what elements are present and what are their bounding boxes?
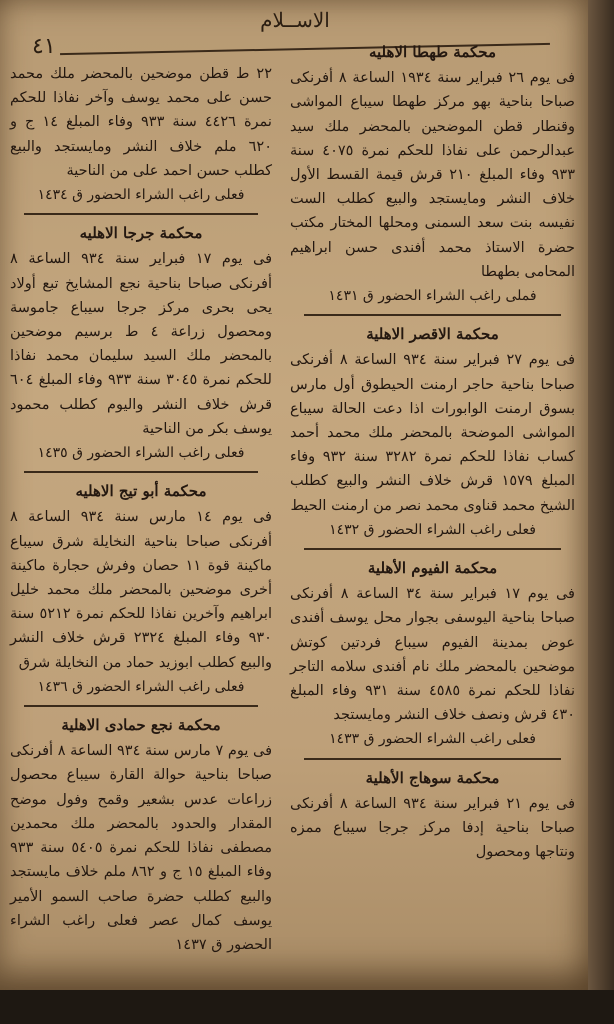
page-edge — [588, 0, 614, 1000]
notice-continued — [10, 62, 272, 207]
notice-title: محكمة جرجا الاهليه — [79, 224, 203, 243]
notice-sohag — [290, 766, 575, 865]
notice-body: فى يوم ٧ مارس سنة ٩٣٤ الساعة ٨ أفرنكى صباحا بناحية حوالة القارة سيباع محصول زراعات عدس بشعير وقمح وفول موضح المقدار والحدود بالمحضر ملك محمدين مصطفى نفاذا للحكم نمرة ٥٤٠٥ سنة ٩٣٣ وفاء المبلغ ١٥ ج و ٨٦٢ ملم خلاف مايستجد والبيع كطلب حضرة صاحب السمو الأمير يوسف كمال عصر فعلى راغب الشراء الحضور ق ١٤٣٧ — [10, 743, 273, 953]
notice-fayoum — [290, 556, 575, 752]
notice-signature: فعلى راغب الشراء الحضور ق ١٤٣٦ — [37, 678, 245, 695]
notice-body: فى يوم ١٧ فبراير سنة ٣٤ الساعة ٨ أفرنكى صباحا بناحية اليوسفى بجوار محل يوسف أفندى عوض بمدينة الفيوم سيباع فردتين كوتش موضحين بالمحضر ملك نام أفندى سلامه التاجر نفاذا للحكم نمرة ٤٥٨٥ سنة ٩٣١ وفاء المبلغ ٤٣٠ قرش ونصف خلاف النشر ومايستجد — [290, 586, 575, 724]
notice-body: فى يوم ٢١ فبراير سنة ٩٣٤ الساعة ٨ أفرنكى صباحا بناحية إدفا مركز جرجا سيباع ممزه ونتاجها ومحصول — [290, 795, 575, 861]
notice-body: فى يوم ٢٧ فبراير سنة ٩٣٤ الساعة ٨ أفرنكى صباحا بناحية حاجر ارمنت الحيطوق أول مارس بسوق ارمنت الوابورات اذا دعت الحالة سيباع المواشى الموضحة بالمحضر ملك محمد أحمد كساب نفاذا للحكم نمرة ٣٢٨٢ سنة ٩٣٢ وفاء المبلغ ١٥٧٩ قرش خلاف النشر والبيع كطلب الشيخ محمد قناوى محمد نصر من ارمنت الحيط — [290, 352, 575, 514]
journal-title: الاســلام — [260, 8, 330, 32]
notice-title: محكمة أبو تيج الاهليه — [75, 482, 207, 501]
section-divider — [24, 471, 258, 473]
notice-signature: فملى راغب الشراء الحضور ق ١٤٣١ — [328, 288, 537, 305]
right-column — [290, 40, 575, 871]
notice-signature: فعلى راغب الشراء الحضور ق ١٤٣٢ — [329, 521, 536, 538]
notice-luxor — [290, 322, 575, 542]
notice-abutig — [10, 479, 272, 699]
notice-title: محكمة طهطا الاهليه — [368, 43, 497, 61]
section-divider — [24, 213, 258, 215]
notice-title: محكمة نجع حمادى الاهلية — [61, 716, 221, 735]
section-divider — [24, 705, 258, 707]
notice-signature: فعلى راغب الشراء الحضور ق ١٤٣٥ — [37, 445, 245, 462]
notice-signature: فعلى راغب الشراء الحضور ق ١٤٣٣ — [329, 731, 536, 748]
page-number: ٤١ — [32, 34, 56, 59]
notice-body: فى يوم ٢٦ فبراير سنة ١٩٣٤ الساعة ٨ أفرنكى صباحا بناحية بهو مركز طهطا سيباع المواشى وقنطار قطن الموضحين بالمحضر ملك سيد عبدالرحمن على نفاذا للحكم نمرة ٤٠٧٥ سنة ٩٣٣ وفاء المبلغ ٢١٠ قرش قيمة القسط الأول خلاف النشر ومايستجد والبيع كطلب الست نفيسه بنت سعد السمنى ومحلها المختار مكتب حضرة الاستاذ محمد أفندى حسن ابراهيم المحامى بطهطا — [290, 70, 576, 280]
section-divider — [304, 314, 561, 316]
notice-tahta — [290, 40, 575, 308]
notice-body: فى يوم ١٧ فبراير سنة ٩٣٤ الساعة ٨ أفرنكى صباحا بناحية نجع المشايخ تبع أولاد يحى بحرى مركز جرجا سيباع جاموسة ومحصول زراعة ٤ ط برسيم موضحين بالمحضر ملك السيد سليمان محمد نفاذا للحكم نمرة ٣٠٤٥ سنة ٩٣٣ وفاء المبلغ ٦٠٤ قرش خلاف النشر واليوم كطلب محمود يوسف بكر من الناحية — [10, 251, 273, 437]
notice-title: محكمة سوهاج الأهلية — [365, 768, 500, 787]
notice-signature: فعلى راغب الشراء الحضور ق ١٤٣٤ — [37, 187, 245, 204]
notice-body: فى يوم ١٤ مارس سنة ٩٣٤ الساعة ٨ أفرنكى صباحا بناحية النخايلة شرق سيباع ماكينة قوة ١١ حصان وفرش حجارة ماكينة أخرى موضحين بالمحضر ملك محمد خليل ابراهيم وآخرين نفاذا للحكم نمرة ٥٢١٢ سنة ٩٣٠ وفاء المبلغ ٢٣٢٤ قرش خلاف النشر والبيع كطلب ابوزيد حماد من النخايلة شرق — [10, 509, 272, 671]
notice-title: محكمة الفيوم الأهلية — [367, 559, 498, 578]
notice-body: ٢٢ ط قطن موضحين بالمحضر ملك محمد حسن على محمد يوسف وآخر نفاذا للحكم نمرة ٤٤٢٦ سنة ٩٣٣ وفاء المبلغ ١٤ ج و ٦٢٠ ملم خلاف النشر ومايستجد والبيع كطلب حسن احمد على من الناحية — [10, 66, 272, 179]
section-divider — [304, 758, 561, 760]
left-column — [10, 62, 272, 963]
notice-girga — [10, 221, 272, 465]
notice-nag-hammadi — [10, 713, 272, 957]
background-shadow — [0, 990, 614, 1024]
section-divider — [304, 548, 561, 550]
notice-title: محكمة الاقصر الاهلية — [366, 325, 499, 344]
